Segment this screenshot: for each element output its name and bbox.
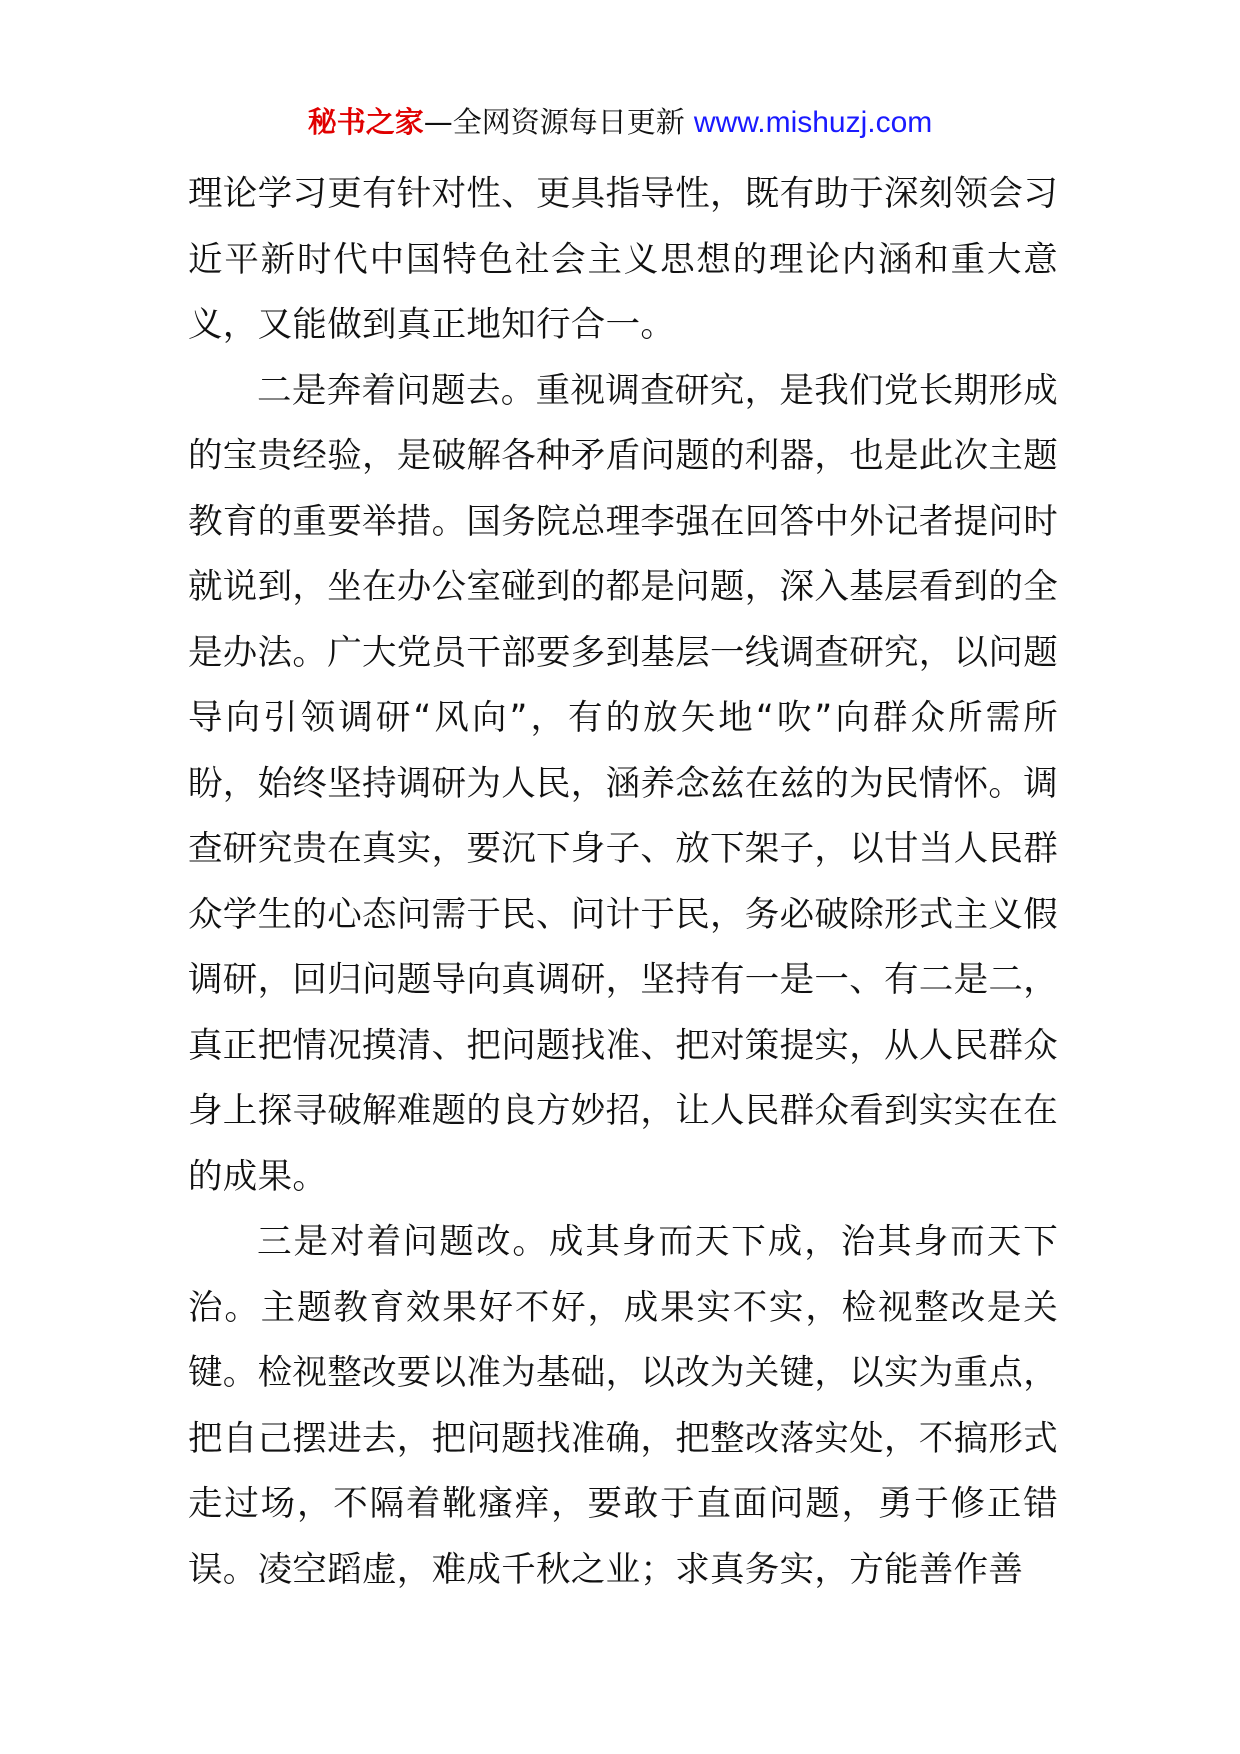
document-body [188, 162, 1058, 1603]
paragraph-point-two: 二是奔着问题去。重视调查研究，是我们党长期形成的宝贵经验，是破解各种矛盾问题的利器，也是此次主题教育的重要举措。国务院总理李强在回答中外记者提问时就说到，坐在办公室碰到的都是问题，深入基层看到的全是办法。广大党员干部要多到基层一线调查研究，以问题导向引领调研“风向”，有的放矢地“吹”向群众所需所盼，始终坚持调研为人民，涵养念兹在兹的为民情怀。调查研究贵在真实，要沉下身子、放下架子，以甘当人民群众学生的心态问需于民、问计于民，务必破除形式主义假调研，回归问题导向真调研，坚持有一是一、有二是二，真正把情况摸清、把问题找准、把对策提实，从人民群众身上探寻破解难题的良方妙招，让人民群众看到实实在在的成果。 [188, 370, 1058, 1197]
paragraph-continuation: 理论学习更有针对性、更具指导性，既有助于深刻领会习近平新时代中国特色社会主义思想的理论内涵和重大意义，又能做到真正地知行合一。 [188, 174, 1058, 345]
site-header [0, 104, 1240, 141]
site-url-link[interactable]: www.mishuzj.com [693, 106, 933, 139]
site-slogan: —全网资源每日更新 [423, 105, 694, 139]
paragraph-point-three: 三是对着问题改。成其身而天下成，治其身而天下治。主题教育效果好不好，成果实不实，检视整改是关键。检视整改要以准为基础，以改为关键，以实为重点，把自己摆进去，把问题找准确，把整改落实处，不搞形式走过场，不隔着靴瘙痒，要敢于直面问题，勇于修正错误。凌空蹈虚，难成千秋之业；求真务实，方能善作善 [188, 1222, 1058, 1590]
site-brand: 秘书之家 [307, 105, 424, 139]
